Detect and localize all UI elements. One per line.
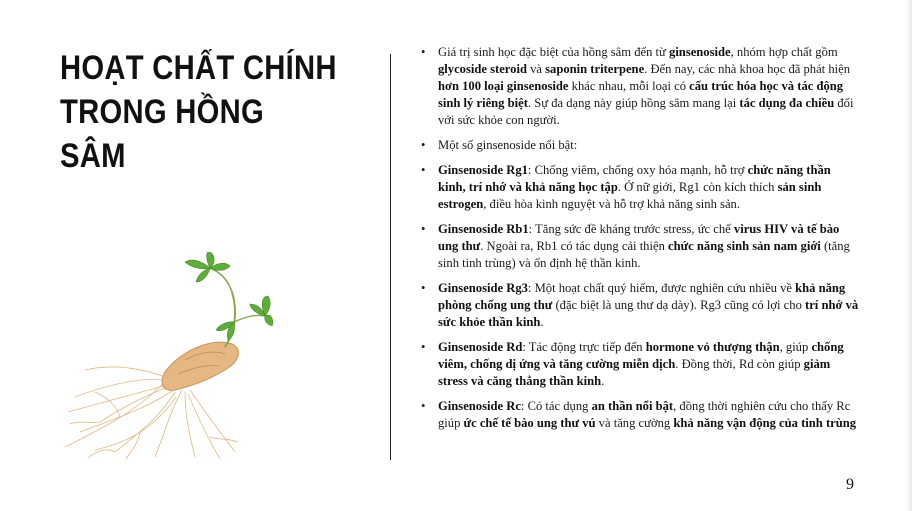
text-segment: đối với sức khỏe con người.	[438, 96, 854, 127]
bold-text: glycoside steroid	[438, 62, 527, 76]
text-segment: , đồng thời nghiên cứu cho thấy Rc giúp	[438, 399, 851, 430]
text-segment: : Tác động trực tiếp đến	[522, 340, 646, 354]
bullet-marker: •	[421, 45, 426, 59]
page-number: 9	[846, 476, 854, 493]
text-segment: .	[601, 374, 605, 388]
text-segment: Giá trị sinh học đặc biệt của hồng sâm đến từ	[438, 45, 670, 59]
bullet-item	[421, 137, 861, 154]
slide-title	[60, 46, 335, 178]
bold-text: an thần nổi bật	[591, 399, 674, 413]
text-segment: , giúp	[779, 340, 812, 354]
ginseng-root-image	[60, 252, 275, 460]
bold-text: Ginsenoside Rd	[438, 340, 523, 354]
bullet-item	[421, 162, 861, 213]
text-segment: , điều hòa kinh nguyệt và hỗ trợ khả năng sinh sản.	[483, 197, 740, 211]
bold-text: chức năng sinh sản nam giới	[668, 239, 821, 253]
bullet-list	[421, 44, 861, 440]
bold-text: Ginsenoside Rc	[438, 399, 521, 413]
text-segment: . Ở nữ giới, Rg1 còn kích thích	[617, 180, 778, 194]
bold-text: chống viêm, chống dị ứng và tăng cường miễn dịch	[438, 340, 844, 371]
bullet-marker: •	[421, 399, 426, 413]
bold-text: khả năng vận động của tinh trùng	[673, 416, 857, 430]
text-segment: , nhóm hợp chất gồm	[730, 45, 838, 59]
slide-edge	[906, 0, 912, 511]
bullet-marker: •	[421, 340, 426, 354]
bold-text: saponin triterpene	[545, 62, 645, 76]
bold-text: ức chế tế bào ung thư vú	[463, 416, 596, 430]
text-segment: và	[526, 62, 546, 76]
text-segment: : Có tác dụng	[520, 399, 592, 413]
bullet-item	[421, 280, 861, 331]
text-segment: và tăng cường	[595, 416, 674, 430]
bullet-item	[421, 339, 861, 390]
bullet-marker: •	[421, 281, 426, 295]
text-segment: . Đồng thời, Rd còn giúp	[675, 357, 804, 371]
bold-text: Ginsenoside Rg3	[438, 281, 528, 295]
bold-text: cấu trúc hóa học và tác động sinh lý riêng biệt	[438, 79, 844, 110]
text-segment: (tăng sinh tinh trùng) và ổn định hệ thần kinh.	[438, 239, 850, 270]
bullet-item	[421, 398, 861, 432]
title-line: SÂM	[60, 137, 126, 175]
bullet-item	[421, 44, 861, 129]
text-segment: : Chống viêm, chống oxy hóa mạnh, hỗ trợ	[527, 163, 748, 177]
text-segment: : Một hoạt chất quý hiếm, được nghiên cứu nhiều về	[527, 281, 796, 295]
text-segment: . Đến nay, các nhà khoa học đã phát hiện	[644, 62, 851, 76]
text-segment: . Sự đa dạng này giúp hồng sâm mang lại	[527, 96, 740, 110]
text-segment: Một số ginsenoside nổi bật:	[438, 138, 578, 152]
bullet-marker: •	[421, 163, 426, 177]
text-segment: (đặc biệt là ung thư dạ dày). Rg3 cũng có lợi cho	[552, 298, 806, 312]
bold-text: hơn 100 loại ginsenoside	[438, 79, 569, 93]
bullet-item	[421, 221, 861, 272]
title-line: HOẠT CHẤT CHÍNH	[60, 49, 337, 87]
bold-text: virus HIV và tế bào ung thư	[438, 222, 840, 253]
bold-text: ginsenoside	[669, 45, 731, 59]
text-segment: : Tăng sức đề kháng trước stress, ức chế	[528, 222, 734, 236]
bold-text: sản sinh estrogen	[438, 180, 822, 211]
bold-text: Ginsenoside Rb1	[438, 222, 529, 236]
title-line: TRONG HỒNG	[60, 93, 265, 131]
text-segment: . Ngoài ra, Rb1 có tác dụng cải thiện	[480, 239, 669, 253]
bold-text: hormone vỏ thượng thận	[645, 340, 780, 354]
bullet-marker: •	[421, 222, 426, 236]
bold-text: khả năng phòng chống ung thư	[438, 281, 846, 312]
text-segment: khác nhau, mỗi loại có	[568, 79, 690, 93]
text-segment: .	[540, 315, 544, 329]
bold-text: Ginsenoside Rg1	[438, 163, 528, 177]
vertical-divider	[390, 54, 391, 460]
bullet-marker: •	[421, 138, 426, 152]
bold-text: giảm stress và căng thẳng thần kinh	[438, 357, 831, 388]
bold-text: chức năng thần kinh, trí nhớ và khả năng học tập	[438, 163, 831, 194]
bold-text: tác dụng đa chiều	[739, 96, 835, 110]
bold-text: trí nhớ và sức khỏe thần kinh	[438, 298, 859, 329]
